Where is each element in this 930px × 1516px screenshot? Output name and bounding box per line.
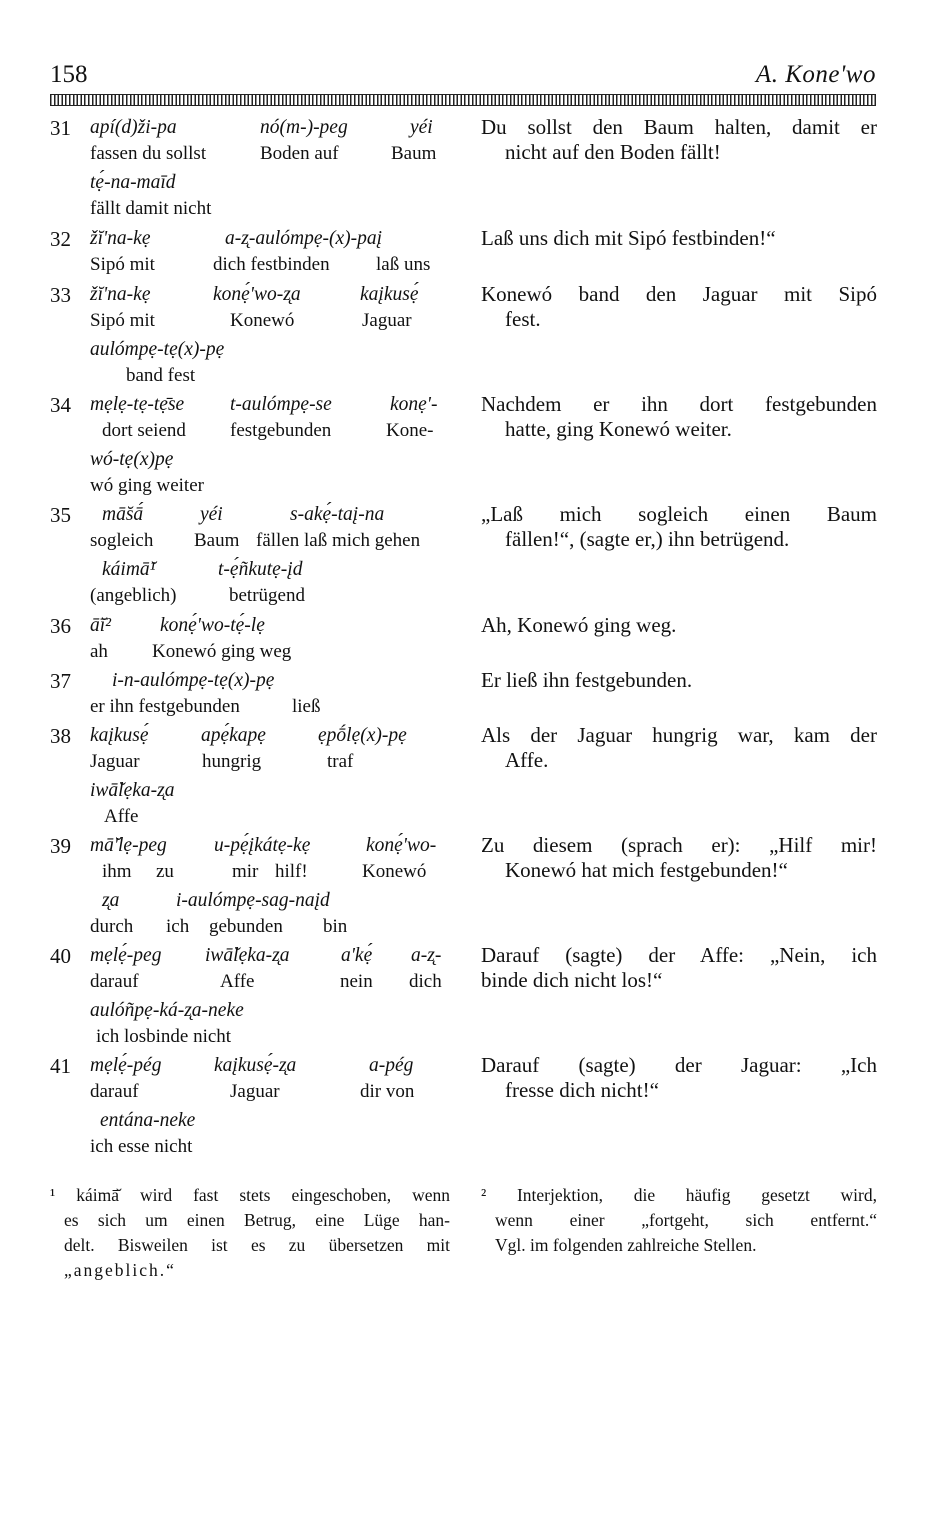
translation: Konewó band den Jaguar mit Sipó fest. <box>481 282 877 331</box>
gloss-word: Jaguar <box>90 751 140 772</box>
gloss-word: wó ging weiter <box>90 475 204 496</box>
gloss-word: ah <box>90 641 108 662</box>
native-word: s-akẹ́-taį-na <box>290 504 385 525</box>
native-word: apẹ́kapẹ <box>201 725 266 746</box>
gloss-word: durch <box>90 916 134 937</box>
gloss-word: fällt damit nicht <box>90 198 212 219</box>
native-word: t-aulómpẹ-se <box>230 394 332 415</box>
gloss-word: festgebunden <box>230 420 332 441</box>
gloss-word: Konewó ging weg <box>152 641 292 662</box>
native-word: tẹ́-na-maīd <box>90 172 176 193</box>
gloss-word: Jaguar <box>230 1081 280 1102</box>
gloss-word: Affe <box>104 806 139 827</box>
native-word: aulómpẹ-tẹ(x)-pẹ <box>90 339 225 360</box>
native-word: konẹ́'wo- <box>366 835 437 856</box>
native-word: ẹpṓlẹ(x)-pẹ <box>318 725 407 746</box>
line-number: 34 <box>50 393 71 417</box>
gloss-word: zu <box>156 861 174 882</box>
gloss-word: Kone- <box>386 420 434 441</box>
line-number: 35 <box>50 503 71 527</box>
translation: Zu diesem (sprach er): „Hilf mir! Konewó hat mich festgebunden!“ <box>481 833 877 882</box>
native-word: iwā̆lẹka-z̨a <box>90 780 175 801</box>
native-word: ā̆ī² <box>90 615 112 636</box>
gloss-word: Sipó mit <box>90 310 155 331</box>
gloss-word: ich <box>166 916 190 937</box>
native-word: kaįkusẹ́ <box>360 284 419 305</box>
gloss-word: dort seiend <box>102 420 186 441</box>
native-word: žĭ'na-kẹ <box>90 228 151 249</box>
gloss-word: Konewó <box>230 310 295 331</box>
gloss-word: er ihn festgebunden <box>90 696 240 717</box>
native-word: entána-neke <box>100 1110 196 1131</box>
gloss-word: traf <box>327 751 354 772</box>
gloss-word: ihm <box>102 861 132 882</box>
native-word: yéi <box>410 117 433 138</box>
gloss-word: betrügend <box>229 585 305 606</box>
line-number: 32 <box>50 227 71 251</box>
line-number: 39 <box>50 834 71 858</box>
line-number: 37 <box>50 669 71 693</box>
footnote-1: ¹ káimā̆ wird fast stets eingeschoben, wenn es sich um einen Betrug, eine Lüge han- delt. Bisweilen ist es zu übersetzen mit „angeblich.“ <box>50 1185 450 1280</box>
gloss-word: sogleich <box>90 530 154 551</box>
line-number: 38 <box>50 724 71 748</box>
native-word: žĭ'na-kẹ <box>90 284 151 305</box>
translation: Als der Jaguar hungrig war, kam der Affe. <box>481 723 877 772</box>
native-word: a'kẹ́ <box>341 945 373 966</box>
gloss-word: Konewó <box>362 861 427 882</box>
footnote-2: ² Interjektion, die häufig gesetzt wird, wenn einer „fortgeht, sich entfernt.“ Vgl. im folgenden zahlreiche Stellen. <box>481 1185 877 1255</box>
native-word: mẹlẹ-tẹ-tẹ̄se <box>90 394 185 415</box>
native-word: a-z̨- <box>411 945 442 966</box>
native-word: kaįkusẹ́ <box>90 725 149 746</box>
translation: Darauf (sagte) der Jaguar: „Ich fresse dich nicht!“ <box>481 1053 877 1102</box>
gloss-word: ließ <box>292 696 321 717</box>
native-word: i-aulómpẹ-sag-naįd <box>176 890 330 911</box>
line-number: 31 <box>50 116 71 140</box>
native-word: t-ẹ́ñkutẹ-įd <box>218 559 303 580</box>
gloss-word: hungrig <box>202 751 262 772</box>
gloss-word: mir <box>232 861 259 882</box>
line-number: 36 <box>50 614 71 638</box>
gloss-word: Baum <box>194 530 240 551</box>
gloss-word: Baum <box>391 143 437 164</box>
native-word: mā̆'lẹ-peg <box>90 835 167 856</box>
translation: Darauf (sagte) der Affe: „Nein, ich binde dich nicht los!“ <box>481 943 877 992</box>
native-word: i-n-aulómpẹ-tẹ(x)-pẹ <box>112 670 275 691</box>
gloss-word: nein <box>340 971 373 992</box>
translation: Ah, Konewó ging weg. <box>481 613 677 637</box>
translation: Laß uns dich mit Sipó festbinden!“ <box>481 226 776 250</box>
native-word: nó(m-)-peg <box>260 117 348 138</box>
gloss-word: fassen du sollst <box>90 143 207 164</box>
native-word: mẹlẹ́-peg <box>90 945 162 966</box>
native-word: z̨a <box>102 890 120 911</box>
native-word: a-z̨-aulómpẹ-(x)-paį <box>225 228 383 249</box>
native-word: konẹ́'wo-tẹ́-lẹ <box>160 615 265 636</box>
native-word: kaįkusẹ́-z̨a <box>214 1055 297 1076</box>
native-word: a-pég <box>369 1055 414 1076</box>
line-number: 40 <box>50 944 71 968</box>
gloss-word: dich festbinden <box>213 254 330 275</box>
native-word: konẹ'- <box>390 394 438 415</box>
gloss-word: dich <box>409 971 442 992</box>
gloss-word: ich esse nicht <box>90 1136 193 1157</box>
translation: Du sollst den Baum halten, damit er nicht auf den Boden fällt! <box>481 115 877 164</box>
gloss-word: laß uns <box>376 254 431 275</box>
native-word: apí(d)ži-pa <box>90 117 177 138</box>
gloss-word: darauf <box>90 1081 139 1102</box>
gloss-word: Boden auf <box>260 143 339 164</box>
line-number: 33 <box>50 283 71 307</box>
native-word: aulóñpẹ-ká-z̨a-neke <box>90 1000 244 1021</box>
native-word: konẹ́'wo-z̨a <box>213 284 301 305</box>
gloss-word: ich losbinde nicht <box>96 1026 232 1047</box>
gloss-word: hilf! <box>275 861 308 882</box>
native-word: yéi <box>200 504 223 525</box>
gloss-word: darauf <box>90 971 139 992</box>
gloss-word: bin <box>323 916 348 937</box>
native-word: káimā̆¹ <box>102 559 156 580</box>
gloss-word: Sipó mit <box>90 254 155 275</box>
gloss-word: dir von <box>360 1081 415 1102</box>
translation: „Laß mich sogleich einen Baum fällen!“, (sagte er,) ihn betrügend. <box>481 502 877 551</box>
gloss-word: (angeblich) <box>90 585 177 606</box>
gloss-word: band fest <box>126 365 196 386</box>
gloss-word: gebunden <box>209 916 283 937</box>
translation: Nachdem er ihn dort festgebunden hatte, ging Konewó weiter. <box>481 392 877 441</box>
header-rule <box>50 94 876 106</box>
native-word: mā̆sā́ <box>102 504 144 525</box>
native-word: wó-tẹ(x)pẹ <box>90 449 174 470</box>
gloss-word: Jaguar <box>362 310 412 331</box>
native-word: iwā̆lẹka-z̨a <box>205 945 290 966</box>
translation: Er ließ ihn festgebunden. <box>481 668 693 692</box>
native-word: mẹlẹ́-pég <box>90 1055 162 1076</box>
gloss-word: fällen laß mich gehen <box>256 530 421 551</box>
native-word: u-pẹ́įkátẹ-kẹ <box>214 835 311 856</box>
page-number: 158 <box>50 61 88 88</box>
gloss-word: Affe <box>220 971 255 992</box>
running-title: A. Kone'wo <box>755 61 876 88</box>
line-number: 41 <box>50 1054 71 1078</box>
